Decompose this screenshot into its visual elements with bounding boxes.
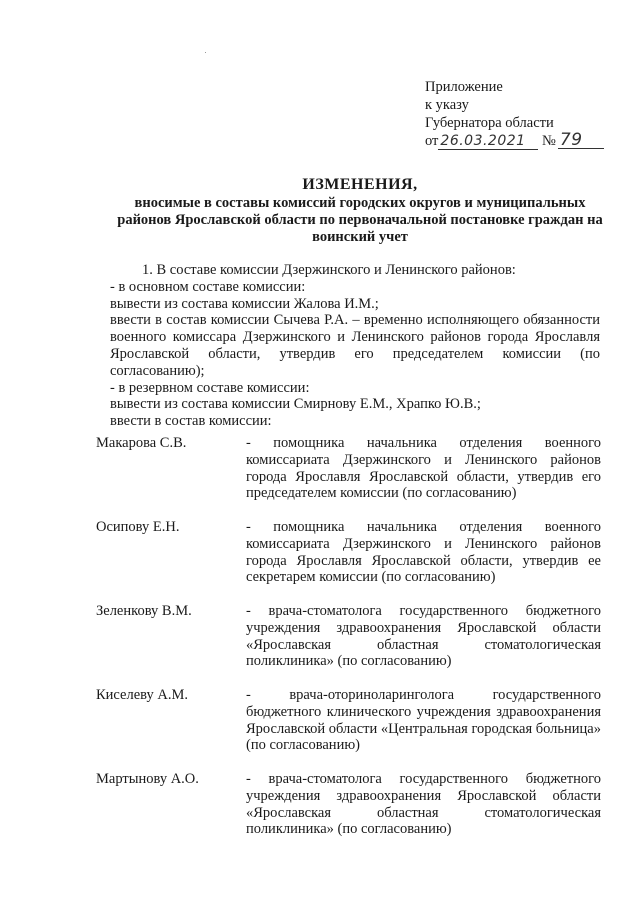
member-description: - врача-стоматолога государственного бюджетного учреждения здравоохранения Ярославской области «Ярославская областная стоматологическая поликлиника» (по согласованию) [246,603,601,670]
member-row [96,687,606,771]
handwritten-date: 26.03.2021 [438,133,538,150]
member-row [96,435,606,519]
member-row [96,771,606,855]
document-body [110,262,600,430]
member-name: Осипову Е.Н. [96,519,180,535]
paragraph-5: - в резервном составе комиссии: [110,379,310,396]
number-prefix: № [542,133,556,149]
paragraph-1: 1. В составе комиссии Дзержинского и Ленинского районов: [142,262,516,278]
paragraph-3: вывести из состава комиссии Жалова И.М.; [110,295,379,312]
paragraph-6: вывести из состава комиссии Смирнову Е.М., Храпко Ю.В.; [110,396,481,413]
appendix-date-line [425,132,604,150]
member-description: - врача-стоматолога государственного бюджетного учреждения здравоохранения Ярославской области «Ярославская областная стоматологическая поликлиника» (по согласованию) [246,771,601,838]
title-main: ИЗМЕНЕНИЯ, [302,176,418,193]
members-list [96,435,606,855]
paragraph-2: - в основном составе комиссии: [110,278,306,295]
appendix-decree-label: к указу [425,97,469,113]
handwritten-number: 79 [558,132,604,149]
appendix-header [425,78,604,150]
member-name: Зеленкову В.М. [96,603,192,619]
document-title [110,176,610,246]
member-description: - врача-оториноларинголога государственного бюджетного клинического учреждения здравоохранения Ярославской области «Центральная городская больница» (по согласованию) [246,687,601,754]
paragraph-7: ввести в состав комиссии: [110,413,272,430]
scan-speck [205,52,206,53]
member-description: - помощника начальника отделения военного комиссариата Дзержинского и Ленинского районов города Ярославля Ярославской области, утвердив ее секретарем комиссии (по согласованию) [246,519,601,586]
member-name: Мартынову А.О. [96,771,199,787]
member-description: - помощника начальника отделения военного комиссариата Дзержинского и Ленинского районов города Ярославля Ярославской области, утвердив его председателем комиссии (по согласованию) [246,435,601,502]
appendix-label: Приложение [425,79,503,95]
title-subtitle: вносимые в составы комиссий городских округов и муниципальных районов Ярославской области по первоначальной постановке граждан на воинский учет [117,195,603,245]
appendix-governor-label: Губернатора области [425,115,554,131]
member-row [96,603,606,687]
date-prefix: от [425,133,439,149]
member-row [96,519,606,603]
member-name: Макарова С.В. [96,435,187,451]
member-name: Киселеву А.М. [96,687,188,703]
paragraph-4: ввести в состав комиссии Сычева Р.А. – временно исполняющего обязанности военного комиссара Дзержинского и Ленинского районов города Ярославля Ярославской области, утвердив его председателем комиссии (по согласованию); [110,312,600,379]
